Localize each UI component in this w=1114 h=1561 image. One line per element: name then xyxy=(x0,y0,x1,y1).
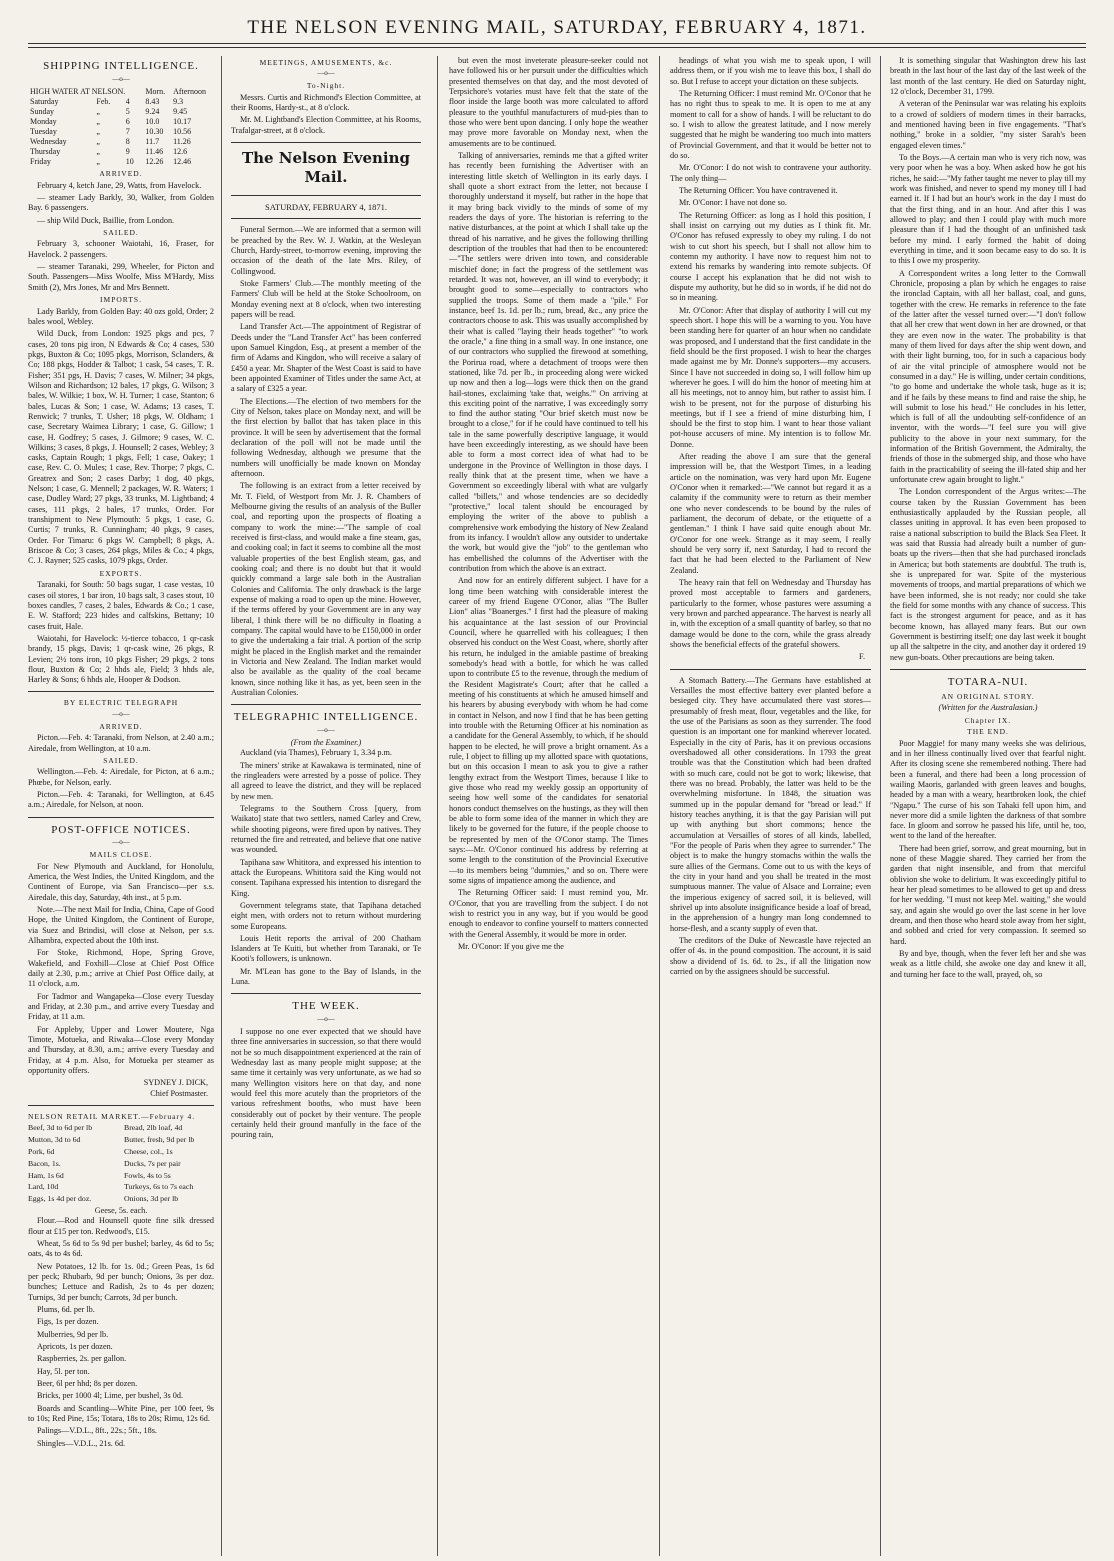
market-note: Shingles—V.D.L., 21s. 6d. xyxy=(37,1438,126,1448)
postoffice-item: Note.—The next Mail for India, China, Cape of Good Hope, the United Kingdom, the Continent of Europe, via Suez and Brindisi, will close at Nelson, per s.s. Alhambra, expected about the 10th inst. xyxy=(28,905,214,945)
market-note: Raspberries, 2s. per gallon. xyxy=(37,1354,127,1364)
column-divider xyxy=(221,56,222,1556)
week-paragraph: And now for an entirely different subject. I have for a long time been watching with considerable interest the career of my friend Eugene O'Conor, alias "The Buller Lion" alias "Boanerges." I first had the pleasure of making his acquaintance at the last session of our Provincial Council, where he quarrelled with his colleagues; I then observed his conduct on the West Coast, where, shortly after his return, he indulged in the amiable pastime of breaking somebody's head with a bottle, for which he was called upon to contribute £5 to the revenue, through the medium of the Resident Magistrate's Court; after that he called a meeting of his constituents at which he amused himself and his hearers by abusing everybody with whom he had come in contact in Nelson, and now I find that he has been getting into trouble with the Returning Officer at his nomination as a candidate for the General Assembly, to which, if he should happen to be elected, he will prove a bright ornament. As a rule, I object to filling up my allotted space with quotations, but on this occasion I mean to ask you to give a rather lengthy extract from the Westport Times, because I like to give those who read my weekly gossip an opportunity of seeing how well some of the candidates for senatorial honors conduct themselves on the hustings, as they will then be able to form some idea of the manner in which they are likely to be governed for the future, if the people choose to be represented by men of the O'Conor stamp. The Times says:—Mr. O'Conor continued his address by referring at some length to the constitution of the Provincial Executive—to its members being "dummies," and so on. There were some signs of impatience among the audience, and xyxy=(449,576,648,885)
week-paragraph: Mr. O'Conor: After that display of authority I will cut my speech short. I hope this will be a warning to you. You have been standing here for quarter of an hour when no candidate was proposed, and I understand that the first candidate in the field should be the first proposed. I wish to hear the charges made against me by Mr. Donne's supporters—my accusers. Since I have not succeeded in doing so, I will follow him up wherever he goes. I will do him the honor of meeting him at all his meetings, not to annoy him, but rather to assist him. I wish to be present, not for the purpose of disturbing his meetings, but if I see a friend of mine disturbing him, I should be the first to stop him. I want to hear those valiant pot-house accusers of mine. My intention is to follow Mr. Donne. xyxy=(670,305,871,449)
tide-table xyxy=(28,87,214,168)
column-1 xyxy=(28,56,214,1556)
column-divider xyxy=(880,56,881,1556)
market-price: Onions, 3d per lb xyxy=(124,1194,179,1204)
market-note: Plums, 6d. per lb. xyxy=(37,1304,95,1314)
tide-row: Monday „ 6 10.0 10.17 xyxy=(30,116,192,126)
market-note: Figs, 1s per dozen. xyxy=(37,1317,99,1327)
telegraphic-paragraph: Telegrams to the Southern Cross [query, from Waikato] state that two settlers, named Carley and Crew, while shooting pigeons, were fired upon by natives. They returned the fire and retreated, and believe that one native was wounded. xyxy=(231,803,421,855)
arrived-head: ARRIVED. xyxy=(99,169,143,179)
ornament: —o— xyxy=(317,1015,335,1024)
postoffice-item: For Appleby, Upper and Lower Moutere, Nga Timote, Motueka, and Riwaka—Close every Monday and Thursday, at 8.30, a.m.; arrive every Tuesday and Friday, at 4 p.m. Also, for Motueka per steamer as opportunity offers. xyxy=(28,1024,214,1075)
tide-row: Saturday Feb. 4 8.43 9.3 xyxy=(30,96,184,106)
postoffice-signer: SYDNEY J. DICK, xyxy=(143,1078,208,1088)
market-note: Beer, 6l per hhd; 8s per dozen. xyxy=(37,1378,138,1388)
telegraphic-paragraph: Tapihana saw Whititora, and expressed his intention to attack the Europeans. Whititora said the King would not consent. Tapihana expressed his intention to disregard the King. xyxy=(231,857,421,898)
week-signature: F. xyxy=(859,652,865,662)
tide-row: Wednesday „ 8 11.7 11.26 xyxy=(30,137,191,147)
week-paragraph: Mr. O'Conor: I have not done so. xyxy=(679,198,787,208)
meetings-sub: To-Night. xyxy=(306,81,346,91)
market-price: Ham, 1s 6d xyxy=(28,1170,64,1180)
market-price: Beef, 3d to 6d per lb xyxy=(28,1123,93,1133)
telegraph-sailed-head: SAILED. xyxy=(103,755,139,765)
tide-title: HIGH WATER AT NELSON. xyxy=(30,86,126,96)
story-chapter-sub: THE END. xyxy=(967,727,1009,737)
imports-head: IMPORTS. xyxy=(100,295,142,305)
news-paragraph: The following is an extract from a letter received by Mr. T. Field, of Westport from Mr. J. R. Chambers of Melbourne giving the results of an analysis of the Buller coal, and reporting upon the prospects of floating a company to work the mine:—"The sample of coal received is first-class, and would make a fine steam, gas, and cooking coal; in fact it seems to combine all the most valuable properties of the best English steam, gas, and cooking coal; and there is no doubt but that it would quickly command a large sale both in the Australian Colonies and California. The only drawback is the large expense of making a road to open up the mine. However, if the terms offered by your Government are in any way liberal, I think there will be no difficulty in floating a company. The capital would have to be £150,000 in order to give the undertaking a fair trial. A portion of the scrip might be placed in the English market and the remainder in Victoria and New Zealand. The Indian market would also be available as the quality of the coal became known, since nothing like it has, as yet, been seen in the Australian Colonies. xyxy=(231,481,421,697)
imports-entry: Wild Duck, from London: 1925 pkgs and pcs, 7 cases, 20 tons pig iron, N Edwards & Co; 4 cases, 530 pkgs, Buxton & Co; 1095 pkgs, Morrison, Sclanders, & Co; 188 pkgs, Hodder & Talbot; 1 cask, 54 cases, T. R. Fisher; 351 pgs, H. Davis; 7 cases, W. Milner; 34 pkgs, Wilson and Richardson; 12 bales, 17 pkgs, G. Wilson; 3 bales, W. Wilkie; 1 box, W. H. Turner; 1 case, Stanton; 6 bales, Lucas & Son; 1 case, W. Adams; 13 cases, T. Renwick; 7 trunks, T. Usher; 18 pkgs, W. Oldham; 1 case, Secretary Waimea Library; 1 case, G. Gillow; 1 case, H. Godfrey; 5 cases, J. Gilmore; 9 cases, W. C. Wilkins; 3 cases, 8 pkgs, J. Hounsell; 2 cases, Webley; 3 casks, Captain Rough; 1 pkgs, Fell; 1 case, Oakey; 1 case, Rev. C. O. Mules; 1 case, Rev. Thorpe; 7 pkgs, C. Greatrex and Son; 2 cases Darby; 1 dog, 40 pkgs, Nelson; 1 case, G. Mennell; 2 packages, W. R. Waters; 1 case, Dudley Ward; 27 pkgs, 33 trunks, M. Lightband; 4 cases, 111 pkgs, 2 bales, 17 trunks, Order. For transhipment to New Plymouth: 5 pkgs, 1 case, G. Curtis; 7 trunks, R. Cunningham; 40 pkgs, 9 cases, Order. For Timaru: 6 pkgs W. Campbell; 8 pkgs, A. Briscoe & Co; 3 cases, 264 pkgs, Miles & Co.; 4 pkgs, C. J. Rayner; 525 casks, 1079 pkgs, Order. xyxy=(28,329,214,566)
market-price: Mutton, 3d to 6d xyxy=(28,1135,81,1145)
market-price: Cheese, col., 1s xyxy=(124,1146,173,1156)
postoffice-item: For Stoke, Richmond, Hope, Spring Grove, Wakefield, and Foxhill—Close at Chief Post Office daily at 2.30, p.m.; arrive at Chief Post Office daily, at 11 o'clock, a.m. xyxy=(28,948,214,989)
story-paragraph: Poor Maggie! for many many weeks she was delirious, and in her illness continually lived over that fearful night. After its closing scene she remembered nothing. There had been a funeral, and there had been a long procession of wailing Maoris, garlanded with green leaves and boughs, headed by a man with a weary, heartbroken look, the chief "Ngapu." The curse of his son Tahaki fell upon him, and never more did a smile lighten the darkness of that sombre face. In gloom and sorrow he passed his life, until he, too, went to the land of the hereafter. xyxy=(890,738,1086,841)
tide-header-afternoon: Afternoon xyxy=(173,86,206,96)
shipping-title: SHIPPING INTELLIGENCE. xyxy=(43,60,199,72)
news-paragraph: The Elections.—The election of two members for the City of Nelson, takes place on Monday next, and will be the first election by ballot that has taken place in this province. It will be seen by advertisement that the formal declaration of the poll will not be made until the following Wednesday, although we presume that the numbers will unofficially be made known on Monday afternoon. xyxy=(231,396,421,479)
week-paragraph: The Returning Officer: I must remind Mr. O'Conor that he has no right thus to speak to me. It is open to me at any moment to call for a show of hands. I will be reluctant to do so. I wish to allow the greatest latitude, and I now merely suggested that he might be wandering too much into matters of Provincial Government, and that it would be better not to do so. xyxy=(670,88,871,160)
market-note: Palings—V.D.L., 8ft., 22s.; 5ft., 18s. xyxy=(37,1426,157,1436)
market-price: Turkeys, 6s to 7s each xyxy=(124,1182,194,1192)
postoffice-title: POST-OFFICE NOTICES. xyxy=(51,823,191,836)
story-title: TOTARA-NUI. xyxy=(947,676,1029,689)
tide-row: Sunday „ 5 9.24 9.45 xyxy=(30,106,188,116)
postoffice-item: For New Plymouth and Auckland, for Honolulu, America, the West Indies, the United Kingdom, and the Continent of Europe, via San Francisco—per s.s. Airedale, this day, Saturday, 4th inst., at 5 p.m. xyxy=(28,861,214,902)
market-grid xyxy=(28,1123,214,1206)
ornament: —o— xyxy=(317,69,335,78)
news-paragraph: A Correspondent writes a long letter to the Cornwall Chronicle, proposing a plan by which he engages to raise the ironclad Captain, with all her ballast, coal, and guns, together with the crew. He remarks in reference to the fate of the latter after the vessel turned over:—"I don't follow that all her crew that went down in her are drowned, or that they are even now in the water. The probability is that many of them lived for days after the ship went down, and with their light burning, too, for in such a capacious body of air the vital principle of atmosphere would not be consumed in a day." He is willing, under certain conditions, "to go home and undertake the whole task, huge as it is; and if he fails by these means to find and raise the ship, he will submit to lose his head." He concludes in his letter, which is full of all the undoubting self-confidence of an inventor, with the words—"I feel sure you will give publicity to the above in your next summary, for the information of the British Government, the Admiralty, the friends of those in the submerged ship, and those who have faith in the practicability of seeing the ill-fated ship and her unfortunate crew again brought to light." xyxy=(890,268,1086,485)
week-paragraph: The Returning Officer said: I must remind you, Mr. O'Conor, that you are travelling from the subject. I do not wish to restrict you in any way, but if you would be good enough to endeavor to confine yourself to matters connected with the General Assembly, it would be more in order. xyxy=(449,888,648,939)
column-divider xyxy=(437,56,438,1556)
market-price: Lard, 10d xyxy=(28,1182,59,1192)
week-paragraph: After reading the above I am sure that the general impression will be, that the Westport Times, in a leading article on the nomination, was very hard upon Mr. Eugene O'Conor when it remarked:—"We cannot but regard it as a calamity if the community were to return as their member one who never condescends to be bound by the rules of parliament, the decorum of debate, or the etiquette of a gentleman." I think I have said quite enough about Mr. O'Conor for one week. Strange as it may seem, I really should be very sorry if, next Saturday, I had to record the fact that he had been elected to the Parliament of New Zealand. xyxy=(670,452,871,575)
week-paragraph: The heavy rain that fell on Wednesday and Thursday has proved most acceptable to farmers and gardeners, particularly to the former, whose pastures were assuming a very brown and parched appearance. The harvest is nearly all in, with the exception of a small quantity of barley, so that no damage would be done to the corn, while the grass already shows the beneficial effects of the grateful showers. xyxy=(670,578,871,650)
news-paragraph: A veteran of the Peninsular war was relating his exploits to a crowd of soldiers of modern times in their barracks, and mentioned having been in five engagements. "That's nothing," broke in a soldier, "my sister Sarah's been engaged eleven times." xyxy=(890,99,1086,150)
postoffice-signer-title: Chief Postmaster. xyxy=(150,1088,208,1098)
masthead: THE NELSON EVENING MAIL, SATURDAY, FEBRUARY 4, 1871. xyxy=(247,17,867,38)
meetings-title: MEETINGS, AMUSEMENTS, &c. xyxy=(259,58,393,67)
market-note: Boards and Scantling—White Pine, per 100 feet, 9s to 10s; Red Pine, 15s; Totara, 18s to 20s; Rimu, 12s 6d. xyxy=(28,1403,214,1423)
masthead-rule-2 xyxy=(28,47,1086,48)
imports-entry: Lady Barkly, from Golden Bay: 40 ozs gold, Order; 2 bales wool, Webley. xyxy=(28,306,214,326)
tide-row: Tuesday „ 7 10.30 10.56 xyxy=(30,126,192,136)
masthead-rule xyxy=(28,43,1086,44)
week-paragraph: but even the most inveterate pleasure-seeker could not have followed his or her pursuit under the difficulties which presented themselves on that day, and the most devoted of Terpsichore's votaries must have felt that the state of the floor inside the large booth was more calculated to afford pleasure to the youthful manufacturers of mud-pies than to those who were bent upon dancing. I only hope the weather may prove more favorable on Monday next, when the amusements are to be continued. xyxy=(449,56,648,148)
telegraphic-paragraph: Government telegrams state, that Tapihana detached eight men, with orders not to return without murdering some Europeans. xyxy=(231,900,421,931)
telegraph-arrived: Picton.—Feb. 4: Taranaki, from Nelson, at 2.40 a.m.; Airedale, from Wellington, at 10 a.m. xyxy=(28,733,214,753)
meeting-item: Messrs. Curtis and Richmond's Election Committee, at their Rooms, Hardy-st., at 8 o'clock. xyxy=(231,92,421,113)
exports-entry: Waiotahi, for Havelock: ½-tierce tobacco, 1 qr-cask brandy, 15 pkgs, Davis; 1 qr-cask wine, 26 pkgs, R Levien; 2½ tons iron, 10 pkgs Fisher; 29 pkgs, 2 tons flour, Buxton & Co; 2 hhds ale, Field; 3 hhds ale, Harley & Sons; 6 hhds ale, Hooper & Dodson. xyxy=(28,633,214,685)
market-note: Mulberries, 9d per lb. xyxy=(37,1329,109,1339)
tide-header-morn: Morn. xyxy=(145,86,166,96)
market-price: Butter, fresh, 9d per lb xyxy=(124,1135,195,1145)
week-paragraph: Talking of anniversaries, reminds me that a gifted writer has recently been furnishing the Advertiser with an interesting little sketch of Wellington in its early days. I shall quote a short extract from the letter, not because I thoroughly understand it myself, but rather in the hope that it may bring back vividly to the minds of some of my readers the days of yore. The historian is referring to the native disturbances, at the point at which I shall take up the thread of his narrative, and he gives the following thrilling description of the troubles that had then to be encountered:—"The settlers were driven into town, and considerable mischief done; in fact the progress of the settlement was retarded. It was not, however, an ill wind to everybody; it brought good to some—especially to contractors who supplied the troops. Some of them made a "pile." For instance, beef 1s. 1d. per lb.; rum, bread, &c., any price the contractors choose to ask. This was usually accomplished by their what is called "laying their heads together" "to work the oracle," a fine thing in a small way. In one instance, one of our contractors who supplied the firewood at something, the Porirua road, where a detachment of troops were then stationed, like 7d. per lb., in proceeding along were wicked up now and then a log—logs were thick then on the grand hail-stones, exclaiming 'take that, weighs.'" On arriving at this exciting point of the narrative, I was exceedingly sorry to find the author stating "Our brief sketch must now be brought to a close," for if he could have continued to tell his tale in the same powerfully descriptive language, it would have been exceedingly interesting, as we should have been able to form a most correct idea of what had to be undergone in the Province of Wellington in those days. I really think that at the present time, when we have a Government so exceedingly liberal with what are vulgarly called "billets," and whose tendencies are so decidedly "protective," local talent should be encouraged by employing the writer of the above to publish a comprehensive work embodying the history of New Zealand from its infancy. I wouldn't allow any outsider to undertake the work, but would give the "job" to the gentleman who has embellished the columns of the Advertiser with the contribution from which the above is an extract. xyxy=(449,150,648,574)
arrival-entry: February 4, ketch Jane, 29, Watts, from Havelock. xyxy=(37,180,202,190)
market-note: Wheat, 5s 6d to 5s 9d per bushel; barley, 4s 6d to 5s; oats, 4s to 4s 6d. xyxy=(28,1239,214,1259)
market-note: Bricks, per 1000 4l; Lime, per bushel, 3s 0d. xyxy=(37,1391,183,1401)
week-paragraph: headings of what you wish me to speak upon, I will address them, or if you wish me to leave this box, I shall do so. But I refuse to accept your dictation on these subjects. xyxy=(670,56,871,86)
news-paragraph: It is something singular that Washington drew his last breath in the last hour of the last day of the last week of the last month of the last century. He died on Saturday night, 12 o'clock, December 31, 1799. xyxy=(890,56,1086,96)
column-divider xyxy=(659,56,660,1556)
newcastle-creditors: The creditors of the Duke of Newcastle have rejected an offer of 4s. in the pound composition. The account, it is said show a dividend of 1s. 6d. to 2s., if all the litigation now carried on by the assignees should be successful. xyxy=(670,935,871,976)
telegraphic-paragraph: Louis Hetit reports the arrival of 200 Chatham Islanders at Te Kuiti, but whether from Taranaki, or Te Kooti's followers, is unknown. xyxy=(231,933,421,964)
story-paragraph: By and bye, though, when the fever left her and she was weak as a little child, she awoke one day and knew it all, and turning her face to the wall, prayed, oh, so xyxy=(890,949,1086,979)
market-price: Fowls, 4s to 5s xyxy=(124,1170,171,1180)
market-price: Pork, 6d xyxy=(28,1146,55,1156)
telegraphic-title: TELEGRAPHIC INTELLIGENCE. xyxy=(233,711,419,724)
newspaper-flag: The Nelson Evening Mail. xyxy=(241,149,411,186)
exports-entry: Taranaki, for South: 50 bags sugar, 1 case vestas, 10 cases oil stores, 1 bar iron, 10 bags salt, 3 cases stout, 10 boxes candles, 7 cases, 2 bales, Edwards & Co.; 1 case, E. W. Stafford; 223 hides and calfskins, Bettany; 10 cases fruit, Hale. xyxy=(28,580,214,631)
sailing-entry: — steamer Taranaki, 299, Wheeler, for Picton and South. Passengers—Miss Woolfe, Miss M'Hardy, Miss Smith (2), Mrs Jones, Mr and Mrs Bennett. xyxy=(28,262,214,292)
ornament: —o— xyxy=(112,74,130,83)
week-paragraph: The Returning Officer: You have contravened it. xyxy=(679,185,838,195)
sailing-entry: February 3, schooner Waiotahi, 16, Fraser, for Havelock. 2 passengers. xyxy=(28,239,214,259)
story-paragraph: There had been grief, sorrow, and great mourning, but in none of these Maggie shared. They carried her from the garden that night insensible, and from that merciful oblivion she woke to delirium. It was exceedingly pitiful to hear her plead sometimes to be allowed to get up and dress for her wedding. "I must not keep Mel. waiting," she would say, and again she would go over the last scene in her love dream, and then those who heard stole away from her sight, and sobbed and cried for very compassion. It seemed so hard. xyxy=(890,843,1086,946)
week-title: THE WEEK. xyxy=(292,1000,360,1013)
column-3 xyxy=(449,56,648,1556)
news-paragraph: To the Boys.—A certain man who is very rich now, was very poor when he was a boy. When asked how he got his riches, he said:—"My father taught me never to play till my work was finished, and never to spend my money till I had earned it. If I had but an hour's work in the day I must do that the first thing, and in an hour. And after this I was allowed to play; and then I could play with much more pleasure than if I had the thought of an unfinished task before my mind. I early formed the habit of doing everything in time, and it soon became easy to do so. It is to this I owe my prosperity. xyxy=(890,152,1086,266)
column-5 xyxy=(890,56,1086,1556)
telegraph-sailed-entry: Picton.—Feb. 4: Taranaki, for Wellington, at 6.45 a.m.; Airedale, for Nelson, at noon. xyxy=(28,789,214,810)
market-title: NELSON RETAIL MARKET.—February 4. xyxy=(28,1111,196,1121)
telegraph-title: BY ELECTRIC TELEGRAPH xyxy=(63,698,179,708)
market-geese: Geese, 5s. each. xyxy=(94,1206,148,1216)
news-paragraph: Land Transfer Act.—The appointment of Registrar of Deeds under the "Land Transfer Act" has been conferred upon Samuel Kingdon, Esq., at present a member of the firm of Adams and Kingdon, who will receive a salary of £450 a year. Mr. Shapter of the West Coast is said to have been appointed Examiner of Titles under the same Act, at a salary of £325 a year. xyxy=(231,322,421,394)
market-price: Ducks, 7s per pair xyxy=(124,1158,181,1168)
arrival-entry: — steamer Lady Barkly, 30, Walker, from Golden Bay. 6 passengers. xyxy=(28,193,214,213)
tide-row: Thursday „ 9 11.46 12.6 xyxy=(30,147,188,157)
market-price: Bread, 2lb loaf, 4d xyxy=(124,1123,183,1133)
news-paragraph: Stoke Farmers' Club.—The monthly meeting of the Farmers' Club will be held at the Stoke Schoolroom, on Monday evening next at 8 o'clock, when two interesting papers will be read. xyxy=(231,279,421,320)
column-2 xyxy=(231,56,421,1556)
telegraphic-source: (From the Examiner.) xyxy=(290,737,362,747)
market-note: Flour.—Rod and Hounsell quote fine silk dressed flour at £15 per ton. Redwood's, £15. xyxy=(28,1216,214,1236)
stomach-battery: A Stomach Battery.—The Germans have established at Versailles the most effective battery ever planted before a besieged city. They have accumulated there vast stores—presumably of fresh meat, flour, vegetables and the like, for the use of the Parisians as soon as they surrender. The food question is an important one for mankind wherever located. Especially in the city of Paris, has it on previous occasions overshadowed all other considerations. In 1793 the great trouble was that the Constitution which had been drafted with so much care, could not be got to work; likewise, that there was no bread. Probably, the latter was held to be the overwhelming misfortune. In 1848, the situation was summed up in the popular demand for "bread or lead." If history teaches anything, it is that the gay Parisian will put up with anything but short commons; hence the accumulation at Versailles of stores of all kinds, labelled, "For the people of Paris when they agree to surrender." The object is to make the hungry stomachs within the walls the sure allies of the Germans. Come out to us with the keys of the city in your hand and you shall be treated in the most sumptuous manner. The value of Alsace and Lorraine; even the imperious exigency of sacred soil, it is believed, will shrivel up into absolute insignificance beside a loaf of bread, in the apprehension of a hungry man long condemned to horse-flesh, and a scanty supply of even that. xyxy=(670,675,871,933)
market-price: Bacon, 1s. xyxy=(28,1158,61,1168)
telegraphic-dateline: Auckland (via Thames), February 1, 3.34 p.m. xyxy=(240,748,392,758)
meeting-item: Mr. M. Lightband's Election Committee, at his Rooms, Trafalgar-street, at 8 o'clock. xyxy=(231,115,421,135)
sailed-head: SAILED. xyxy=(103,228,139,238)
week-opening: I suppose no one ever expected that we should have three fine anniversaries in succession, so that there would not be so much disappointment experienced at the rain of Wednesday last as many people might suppose; at the same time it certainly was very unfortunate, as we had so many Wellington visitors here on that day, and none would feel this more acutely than the proprietors of the various refreshment booths, who must have been considerably out of pocket by their venture. The people certainly held their ground manfully in the face of the pouring rain, xyxy=(231,1027,421,1140)
telegraph-arrived-head: ARRIVED. xyxy=(99,721,143,731)
postoffice-item: For Tadmor and Wangapeka—Close every Tuesday and Friday, at 2.30 p.m., and arrive every Tuesday and Friday, at 11 a.m. xyxy=(28,991,214,1022)
telegraphic-paragraph: The miners' strike at Kawakawa is terminated, nine of the ringleaders were arrested by a posse of police. They all agreed to leave the district, and they will be replaced by new men. xyxy=(231,760,421,801)
story-chapter: Chapter IX. xyxy=(964,715,1012,725)
column-4 xyxy=(670,56,871,1556)
news-paragraph: The London correspondent of the Argus writes:—The course taken by the Russian Government has been enthusiastically applauded by the Russian people, all classes uniting in approval. It has even been proposed to raise a national subscription to build the Black Sea Fleet. It was said that Russia had already built a number of gun-boats up the rivers—then that she had purchased ironclads in America; but both statements are doubtful. The truth is, she is unprepared for war. Spite of the mysterious movements of troops, and martial preparations of which we have been informed, she is not ready; nor could she take the field for some months with any chance of success. This fact is the strongest argument for peace, and as it has become known, has allayed many fears. But our own Government is bestirring itself; one day last week it bought up all the saltpetre in the city, and another day it ordered 19 new gun-boats. Other precautions are being taken. xyxy=(890,487,1086,662)
tide-row: Friday „ 10 12.26 12.46 xyxy=(30,157,192,167)
market-price: Eggs, 1s 4d per doz. xyxy=(28,1194,92,1204)
arrival-entry: — ship Wild Duck, Baillie, from London. xyxy=(37,215,175,225)
exports-head: EXPORTS. xyxy=(99,568,143,578)
dateline: SATURDAY, FEBRUARY 4, 1871. xyxy=(264,201,388,212)
story-sub: AN ORIGINAL STORY. xyxy=(941,691,1035,701)
market-note: Apricots, 1s per dozen. xyxy=(37,1341,113,1351)
ornament: —o— xyxy=(112,838,130,847)
market-note: New Potatoes, 12 lb. for 1s. 0d.; Green Peas, 1s 6d per peck; Rhubarb, 9d per bunch; Onions, 3s per doz. bunches; Lettuce and Radish, 2s to 4s per dozen; Turnips, 3d per bunch; Carrots, 3d per bunch. xyxy=(28,1261,214,1302)
ornament: —o— xyxy=(112,709,130,718)
story-credit: (Written for the Australasian.) xyxy=(938,703,1038,713)
ornament: —o— xyxy=(317,726,335,735)
telegraphic-paragraph: Mr. M'Lean has gone to the Bay of Islands, in the Luna. xyxy=(231,966,421,987)
news-paragraph: Funeral Sermon.—We are informed that a sermon will be preached by the Rev. W. J. Watkin, at the Wesleyan Church, Hardy-street, to-morrow evening, improving the occasion of the death of the late Mrs. Riley, of Collingwood. xyxy=(231,225,421,276)
telegraph-sailed-entry: Wellington.—Feb. 4: Airedale, for Picton, at 6 a.m.; Phœbe, for Nelson, early. xyxy=(28,767,214,787)
market-note: Hay, 5l. per ton. xyxy=(37,1366,90,1376)
week-paragraph: Mr. O'Conor: If you give me the xyxy=(458,941,564,951)
week-paragraph: The Returning Officer: as long as I hold this position, I shall insist on carrying out my duties as I think fit. Mr. O'Conor has refused expressly to obey my ruling. I do not wish to cut short his speech, but I shall not allow him to contemn my authority. I have now to request him not to extend his remarks by wandering into remote subjects. Of course I accept his explanation that he did not wish to dispute my authority, but he did so in words, if he did not do so in meaning. xyxy=(670,210,871,303)
week-paragraph: Mr. O'Conor: I do not wish to contravene your authority. The only thing— xyxy=(670,163,871,183)
postoffice-sub: MAILS CLOSE. xyxy=(89,850,153,860)
